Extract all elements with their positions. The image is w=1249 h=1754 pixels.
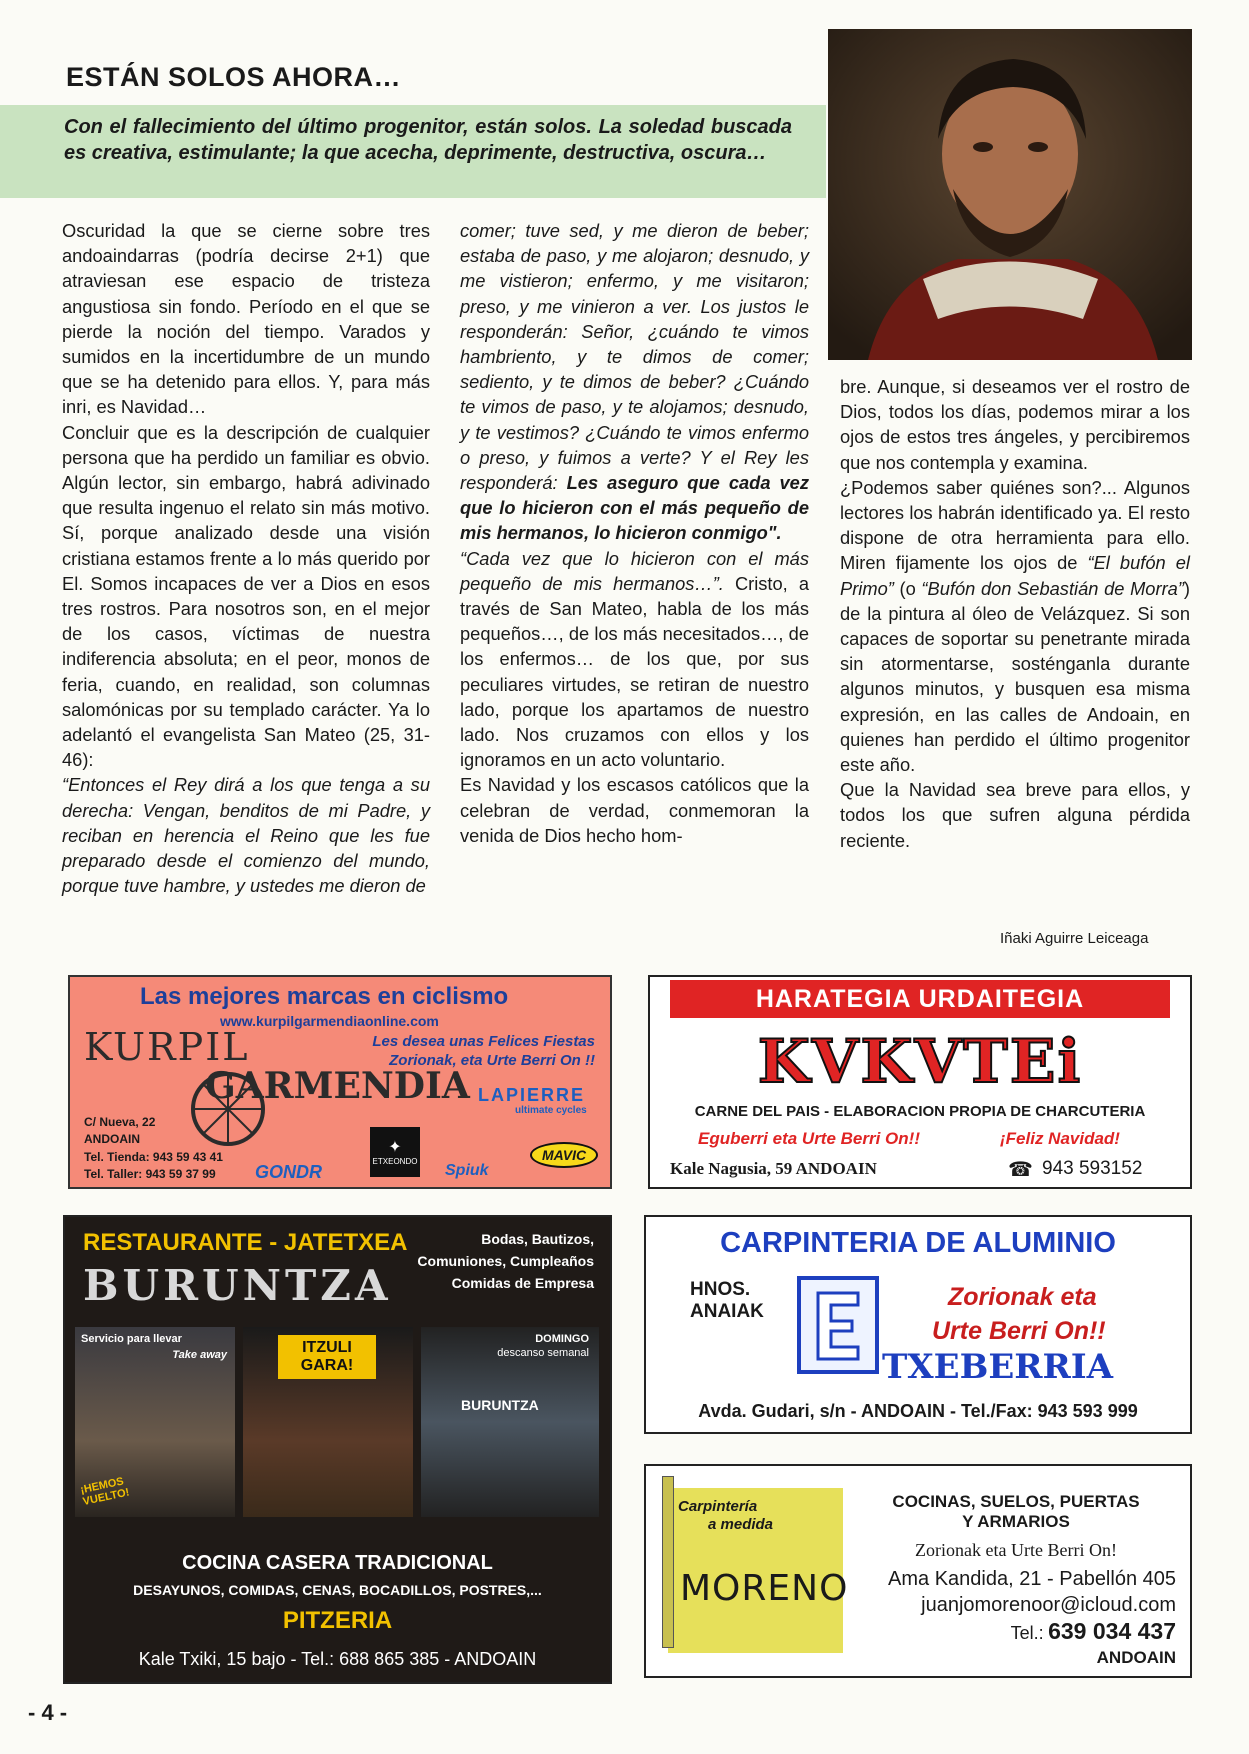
buruntza-pizzeria: PITZERIA [282,1607,393,1634]
moreno-line-1: COCINAS, SUELOS, PUERTAS [892,1492,1140,1511]
buruntza-services-3: Comidas de Empresa [451,1275,594,1291]
col3-paragraph-3: Que la Navidad sea breve para ellos, y todos los que sufren alguna pérdida reciente. [840,779,1190,851]
buruntza-logo: BURUNTZA [83,1261,392,1310]
buruntza-address: Kale Txiki, 15 bajo - Tel.: 688 865 385 - ANDOAIN [138,1649,537,1669]
carpinteria-heading: CARPINTERIA DE ALUMINIO [720,1227,1116,1259]
moreno-phone-label: Tel.: [1010,1623,1044,1643]
author-signature: Iñaki Aguirre Leiceaga [1000,930,1149,947]
moreno-email: juanjomorenoor@icloud.com [921,1594,1176,1616]
col3-italic-2: “Bufón don Sebastián de Morra” [921,577,1184,599]
col3-text-c: ) de la pintura al óleo de Velázquez. Si son capaces de soportar su penetrante mirada sin atormentarse, sosténganla durante algunos minutos, y busquen esa misma expresión, en las calles de Andoain, en quienes han perdido el último progenitor este año. [840,577,1190,776]
kukutei-logo: KVKVTEi [757,1027,1083,1097]
lead-text: Con el fallecimiento del último progenitor, están solos. La soledad buscada es creativa, estimulante; la que acecha, deprimente, destructiva, oscura… [64,116,792,164]
buruntza-services-1: Bodas, Bautizos, [481,1231,594,1247]
col2-paragraph-3: Es Navidad y los escasos católicos que la celebran de verdad, conmemoran la venida de Dios hecho hom- [460,774,809,846]
etxeondo-icon: ✦ [388,1139,402,1156]
kukutei-phone: 943 593152 [1042,1158,1143,1179]
telephone-icon: ☎ [1008,1159,1033,1181]
buruntza-domingo-1: DOMINGO [535,1333,589,1345]
window-frame-icon [796,1275,880,1375]
carpinteria-hnos-2: ANAIAK [690,1301,764,1322]
kukutei-greeting-1: Eguberri eta Urte Berri On!! [698,1129,920,1148]
kurpil-url: www.kurpilgarmendiaonline.com [220,1013,439,1029]
buruntza-takeaway-2: Take away [172,1349,227,1361]
pencil-icon [662,1476,674,1648]
col2-quote-2: “Cada vez que lo hicieron con el más pequeño de mis hermanos…”. [460,547,809,594]
moreno-phone: 639 034 437 [1048,1618,1176,1644]
brand-lapierre-sub: ultimate cycles [515,1105,587,1116]
carpinteria-name: TXEBERRIA [882,1347,1114,1387]
col1-paragraph-2: Concluir que es la descripción de cualquier persona que ha perdido un familiar es obvio. Algún lector, sin embargo, habrá adivinado que resulta ingenuo el relato sin más motivo. Sí, porque analizado desde una visión cristiana estamos frente a lo más querido por El. Somos incapaces de ver a Dios en esos tres rostros. Para nosotros son, en el mejor de los casos, víctimas de nuestra indiferencia absoluta; en el peor, monos de feria, cuando, en realidad, son columnas salomónicas por su templado carácter. Ya lo adelantó el evangelista San Mateo (25, 31-46): [62,421,430,771]
moreno-phone-row [1011,1618,1176,1645]
carpinteria-greeting-2: Urte Berri On!! [932,1317,1106,1345]
col2-paragraph-2: Cristo, a través de San Mateo, habla de los más pequeños…, de los más necesitados…, de los enfermos… de los que, por sus peculiares virtudes, se retiran de nuestro lado, porque los apartamos de nuestro lado. Nos cruzamos con ellos y los ignoramos en un acto voluntario. [460,572,809,771]
kukutei-greeting-2: ¡Feliz Navidad! [1000,1129,1120,1148]
col3-text-b: (o [893,577,922,599]
article-column-2 [460,218,809,848]
carpinteria-address: Avda. Gudari, s/n - ANDOAIN - Tel./Fax: 943 593 999 [698,1401,1138,1421]
lead-banner [0,105,826,198]
article-column-3 [840,374,1190,853]
col2-bold-quote: Les aseguro que cada vez que lo hicieron con el más pequeño de mis hermanos, lo hicieron conmigo". [460,472,809,544]
ad-kukutei[interactable] [648,975,1192,1189]
ad-buruntza[interactable] [63,1215,612,1684]
col3-paragraph-1: bre. Aunque, si deseamos ver el rostro de Dios, todos los días, podemos mirar a los ojos de estos tres ángeles, y percibiremos que nos contempla y examina. [840,376,1190,473]
moreno-logo-box [668,1488,849,1653]
moreno-greeting: Zorionak eta Urte Berri On! [915,1540,1117,1560]
photo-dining-room [243,1327,413,1517]
kurpil-logo-line-1: KURPIL [84,1025,250,1069]
moreno-address: Ama Kandida, 21 - Pabellón 405 [888,1568,1176,1590]
brand-gondr: GONDR [255,1162,322,1182]
kurpil-greeting-1: Les desea unas Felices Fiestas [372,1033,595,1050]
buruntza-sign: BURUNTZA [461,1397,539,1413]
brand-etxeondo-label: ETXEONDO [372,1157,418,1166]
carpinteria-hnos-1: HNOS. [690,1279,751,1300]
kukutei-tagline: CARNE DEL PAIS - ELABORACION PROPIA DE CHARCUTERIA [694,1103,1146,1120]
velazquez-portrait-image [828,29,1192,360]
col3-italic-1: “El bufón el Primo” [840,552,1190,599]
kukutei-banner: HARATEGIA URDAITEGIA [670,980,1170,1018]
brand-lapierre: LAPIERRE [478,1085,586,1105]
kurpil-phone-shop: Tel. Tienda: 943 59 43 41 [84,1150,223,1164]
col2-quote: comer; tuve sed, y me dieron de beber; estaba de paso, y me alojaron; desnudo, y me vistieron; enfermo, y me visitaron; preso, y me vinieron a ver. Los justos le responderán: Señor, ¿cuándo te vimos hambriento, y te dimos de comer; sediento, y te dimos de beber? ¿Cuándo te vimos de paso, y te alojamos; desnudo, y te vestimos? ¿Cuándo te vimos enfermo o preso, y fuimos a verte? Y el Rey les responderá: [460,220,809,494]
brand-etxeondo [370,1127,420,1177]
moreno-logo-name: MORENO [680,1568,849,1609]
kurpil-town: ANDOAIN [84,1132,140,1146]
moreno-logo-top-1: Carpintería [678,1498,758,1515]
carpinteria-greeting-1: Zorionak eta [948,1283,1097,1311]
buruntza-services-2: Comuniones, Cumpleaños [417,1253,594,1269]
kurpil-headline: Las mejores marcas en ciclismo [140,983,509,1010]
photo-entrance [421,1327,599,1517]
moreno-line-2: Y ARMARIOS [962,1512,1070,1531]
buruntza-itzuli: ITZULI GARA! [278,1335,376,1379]
photo-bar-counter [75,1327,235,1517]
kurpil-greeting-2: Zorionak, eta Urte Berri On !! [389,1052,595,1069]
article-column-1 [62,218,430,898]
ad-carpinteria-txeberria[interactable] [644,1215,1192,1434]
brand-spiuk: Spiuk [445,1162,489,1179]
kurpil-logo-line-2: GARMENDIA [205,1065,470,1107]
col3-text-a: ¿Podemos saber quiénes son?... Algunos lectores los habrán identificado ya. El resto dispone de otra herramienta para ello. Miren fijamente los ojos de [840,476,1190,574]
moreno-town: ANDOAIN [1096,1648,1176,1667]
buruntza-takeaway-1: Servicio para llevar [81,1333,182,1345]
buruntza-menu: DESAYUNOS, COMIDAS, CENAS, BOCADILLOS, POSTRES,... [133,1582,542,1598]
buruntza-domingo-2: descanso semanal [497,1347,589,1359]
kurpil-phone-workshop: Tel. Taller: 943 59 37 99 [84,1167,216,1181]
kukutei-address: Kale Nagusia, 59 ANDOAIN [670,1159,877,1178]
page-number: - 4 - [28,1700,68,1725]
article-title: ESTÁN SOLOS AHORA… [66,62,402,92]
brand-mavic: MAVIC [530,1142,598,1168]
buruntza-cocina: COCINA CASERA TRADICIONAL [182,1552,493,1574]
ad-moreno-carpinteria[interactable] [644,1464,1192,1678]
col1-quote: “Entonces el Rey dirá a los que tenga a su derecha: Vengan, benditos de mi Padre, y reciban en herencia el Reino que les fue preparado desde el comienzo del mundo, porque tuve hambre, y ustedes me dieron de [62,774,430,897]
kurpil-address: C/ Nueva, 22 [84,1115,156,1129]
col1-paragraph-1: Oscuridad la que se cierne sobre tres andoaindarras (podría decirse 2+1) que atraviesan ese espacio de tristeza angustiosa sin fondo. Período en el que se pierde la noción del tiempo. Varados y sumidos en la incertidumbre de un mundo que se ha detenido para ellos. Y, para más inri, es Navidad… [62,220,430,418]
buruntza-volvido: ¡HEMOS VUELTO! [79,1475,131,1509]
buruntza-heading: RESTAURANTE - JATETXEA [83,1229,408,1256]
ad-kurpil-garmendia[interactable] [68,975,612,1189]
bicycle-wheel-icon [188,1069,268,1149]
moreno-logo-top-2: a medida [708,1516,774,1533]
